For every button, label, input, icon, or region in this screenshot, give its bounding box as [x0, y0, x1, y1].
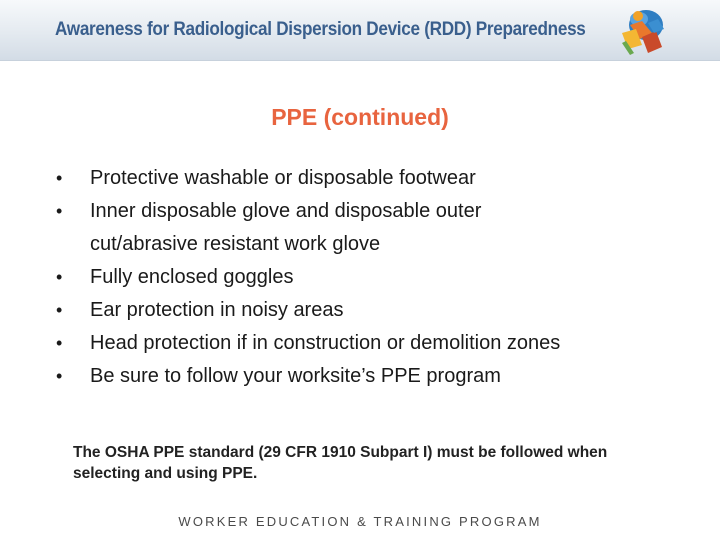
slide-title: PPE (continued)	[271, 104, 449, 130]
list-item	[56, 195, 690, 261]
list-item	[56, 327, 690, 360]
list-item	[56, 261, 690, 294]
bullet-icon: •	[56, 300, 63, 320]
list-item	[56, 360, 690, 393]
bullet-icon: •	[56, 201, 63, 221]
bullet-text: Protective washable or disposable footwear	[90, 167, 476, 189]
bullet-text: Head protection if in construction or demolition zones	[90, 332, 561, 354]
slide-header-band	[0, 0, 720, 61]
footer-program-name: WORKER EDUCATION & TRAINING PROGRAM	[178, 514, 542, 529]
header-title: Awareness for Radiological Dispersion Device (RDD) Preparedness	[55, 18, 586, 40]
bullet-icon: •	[56, 333, 63, 353]
bullet-text: Inner disposable glove and disposable outer cut/abrasive resistant work glove	[90, 200, 482, 255]
bullet-text: Fully enclosed goggles	[90, 266, 294, 288]
list-item	[56, 162, 690, 195]
list-item	[56, 294, 690, 327]
bullet-icon: •	[56, 267, 63, 287]
worker-safety-logo-icon	[612, 3, 672, 61]
bullet-icon: •	[56, 168, 63, 188]
bullet-icon: •	[56, 366, 63, 386]
bullet-list	[56, 162, 690, 393]
bullet-text: Ear protection in noisy areas	[90, 299, 344, 321]
osha-standard-note: The OSHA PPE standard (29 CFR 1910 Subpart I) must be followed when selecting and using PPE.	[73, 444, 608, 482]
bullet-text: Be sure to follow your worksite’s PPE program	[90, 365, 501, 387]
